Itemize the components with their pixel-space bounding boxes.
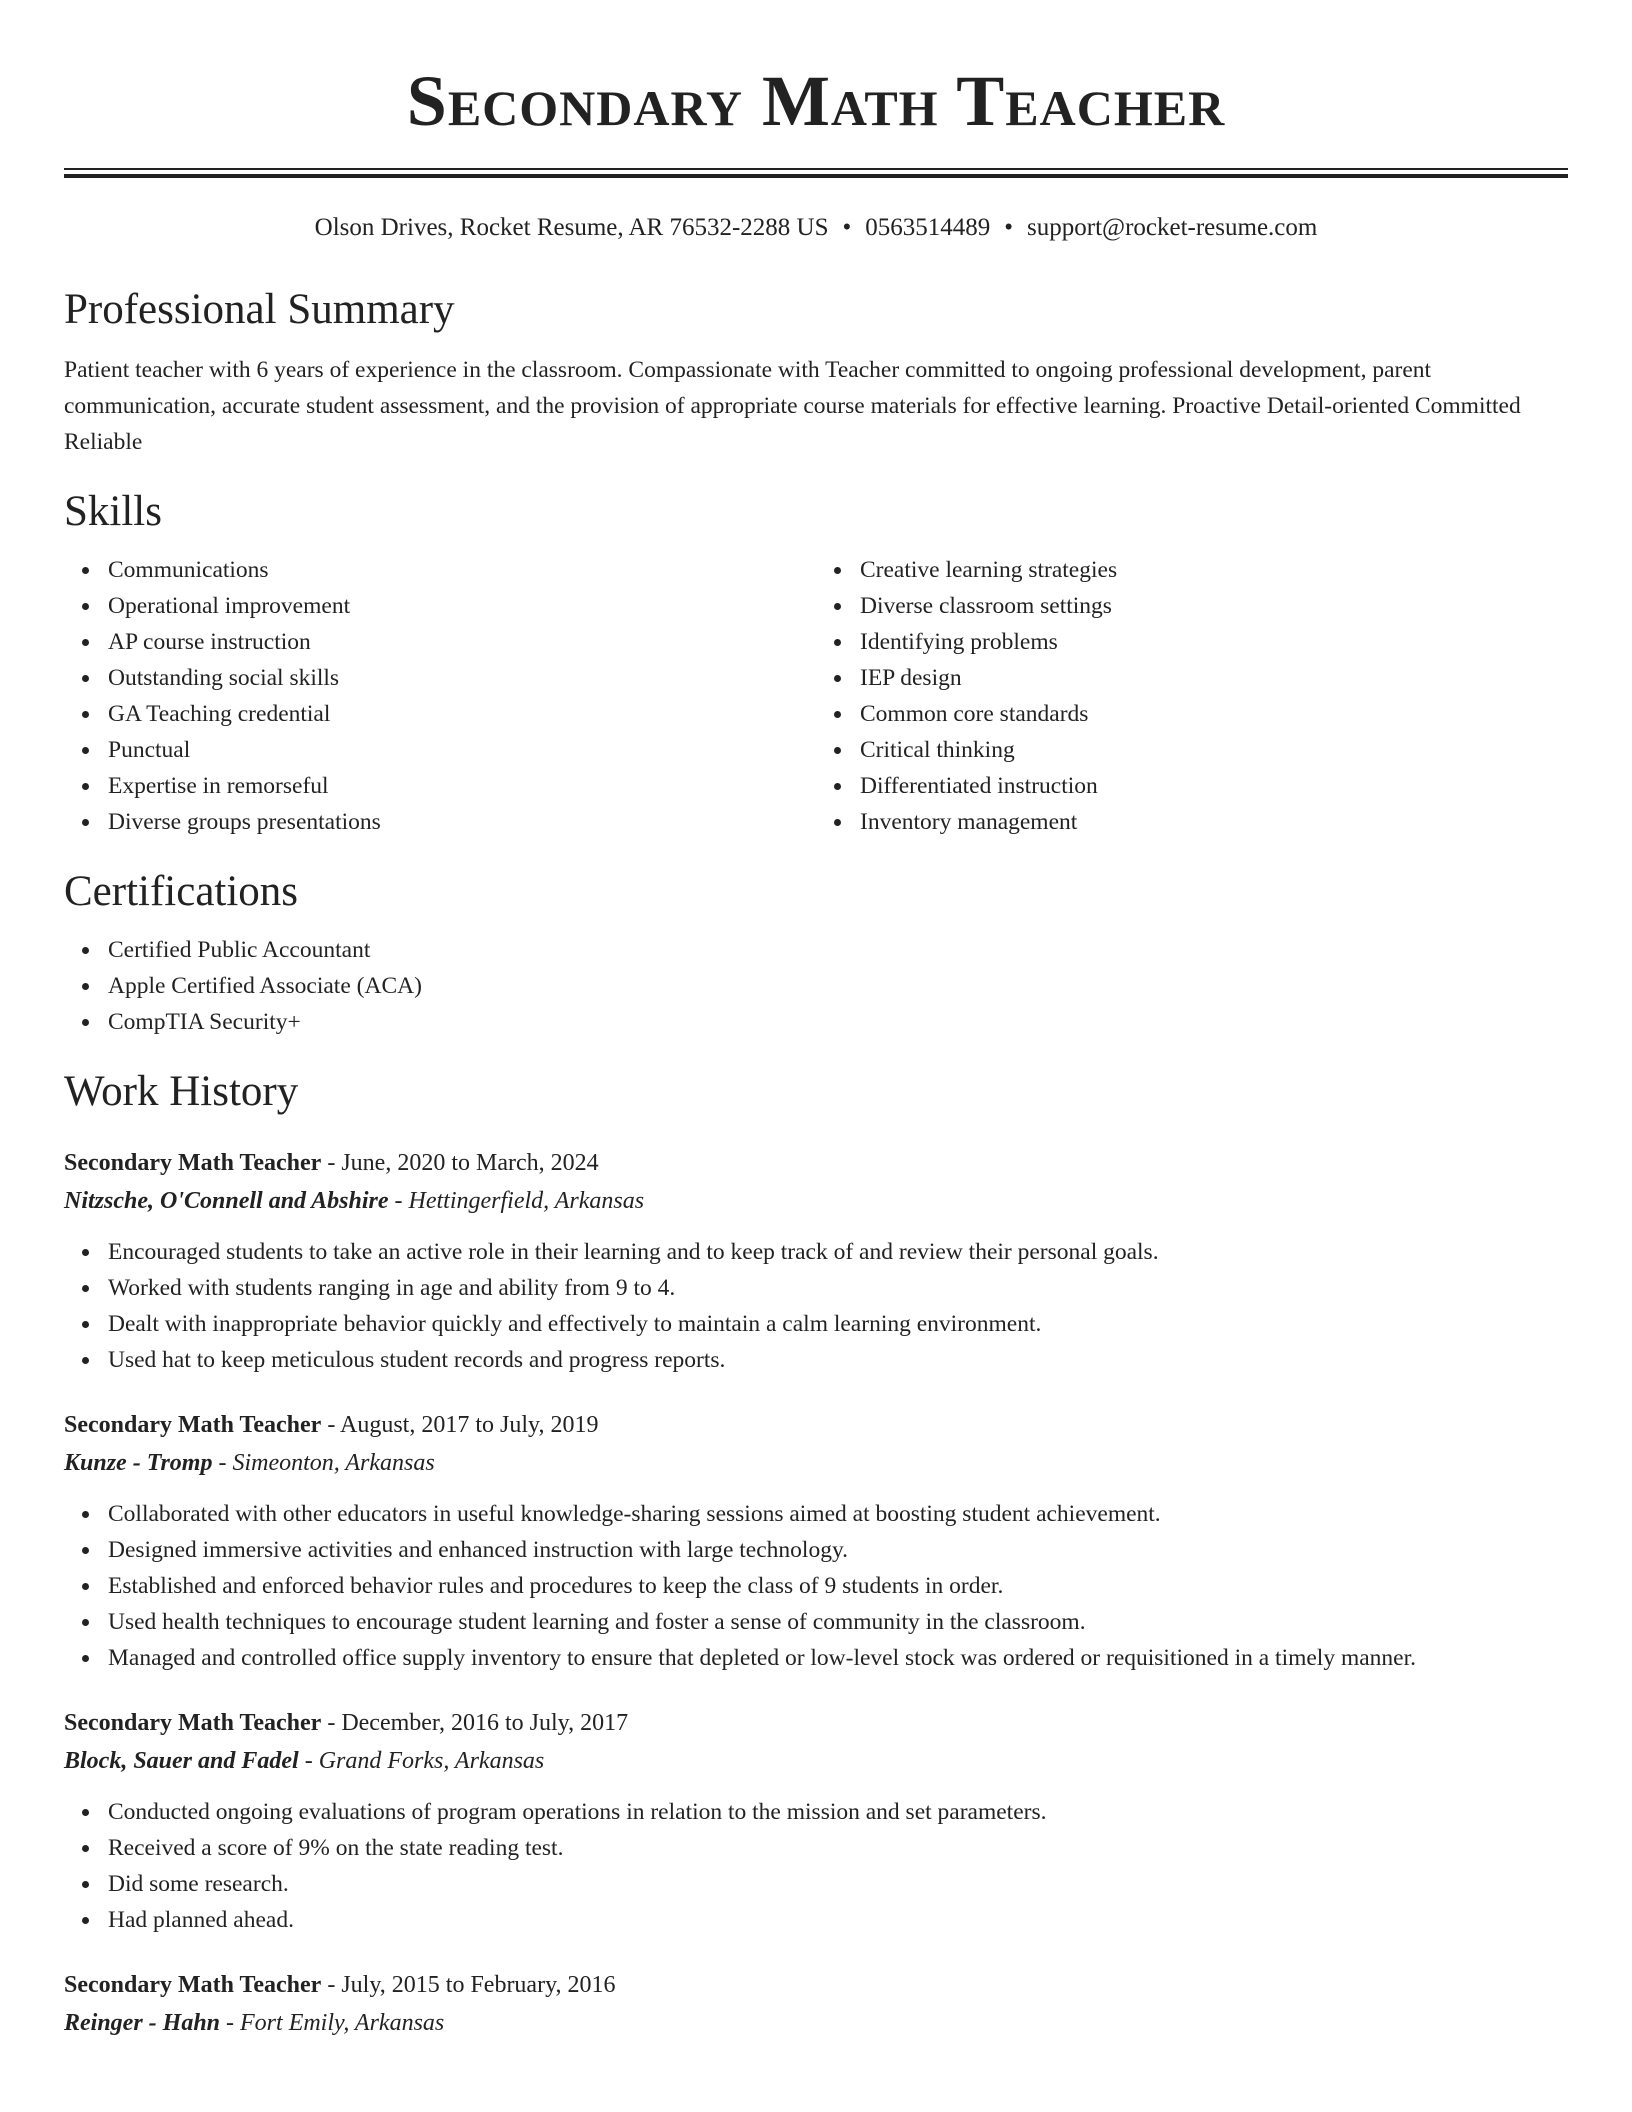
skill-item: Punctual — [108, 732, 816, 768]
job-duty: Encouraged students to take an active role in their learning and to keep track of and review their personal goals. — [108, 1234, 1568, 1270]
job-duty: Conducted ongoing evaluations of program operations in relation to the mission and set parameters. — [108, 1794, 1568, 1830]
job-duty: Collaborated with other educators in useful knowledge-sharing sessions aimed at boosting student achievement. — [108, 1496, 1568, 1532]
skill-item: Differentiated instruction — [860, 768, 1568, 804]
certification-item: Certified Public Accountant — [108, 932, 1568, 968]
job-duty: Used health techniques to encourage student learning and foster a sense of community in the classroom. — [108, 1604, 1568, 1640]
job-company: Reinger - Hahn — [64, 2010, 221, 2036]
contact-email: support@rocket-resume.com — [1027, 214, 1318, 241]
job-employer-line — [64, 2004, 1568, 2042]
job-duties-list — [64, 1234, 1568, 1378]
title-divider — [64, 168, 1568, 178]
job-dates: - August, 2017 to July, 2019 — [321, 1412, 599, 1438]
contact-separator: • — [1004, 214, 1014, 241]
skill-item: Critical thinking — [860, 732, 1568, 768]
job-location: - Hettingerfield, Arkansas — [388, 1188, 645, 1214]
summary-heading: Professional Summary — [64, 286, 455, 333]
skill-item: IEP design — [860, 660, 1568, 696]
job-entry — [64, 1144, 1568, 1378]
job-company: Kunze - Tromp — [64, 1450, 213, 1476]
job-duty: Worked with students ranging in age and ability from 9 to 4. — [108, 1270, 1568, 1306]
contact-line — [64, 212, 1568, 244]
skill-item: GA Teaching credential — [108, 696, 816, 732]
resume-title: Secondary Math Teacher — [406, 61, 1226, 141]
job-company: Nitzsche, O'Connell and Abshire — [64, 1188, 389, 1214]
skill-item: AP course instruction — [108, 624, 816, 660]
skill-item: Communications — [108, 552, 816, 588]
summary-text: Patient teacher with 6 years of experience in the classroom. Compassionate with Teacher committed to ongoing professional development, parent communication, accurate student assessment, and the provision of appropriate course materials for effective learning. Proactive Detail-oriented Committed Reliable — [64, 357, 1521, 455]
job-role: Secondary Math Teacher — [64, 1412, 322, 1438]
certifications-list — [64, 932, 1568, 1040]
job-company: Block, Sauer and Fadel — [64, 1748, 299, 1774]
job-employer-line — [64, 1182, 1568, 1220]
job-dates: - June, 2020 to March, 2024 — [321, 1150, 599, 1176]
skill-item: Common core standards — [860, 696, 1568, 732]
skill-item: Inventory management — [860, 804, 1568, 840]
job-location: - Grand Forks, Arkansas — [298, 1748, 545, 1774]
contact-separator: • — [842, 214, 852, 241]
job-duty: Used hat to keep meticulous student records and progress reports. — [108, 1342, 1568, 1378]
job-duty: Had planned ahead. — [108, 1902, 1568, 1938]
certifications-heading: Certifications — [64, 868, 299, 915]
skill-item: Diverse groups presentations — [108, 804, 816, 840]
skill-item: Identifying problems — [860, 624, 1568, 660]
contact-phone: 0563514489 — [865, 214, 991, 241]
job-duty: Managed and controlled office supply inventory to ensure that depleted or low-level stock was ordered or requisitioned in a timely manner. — [108, 1640, 1568, 1676]
job-duties-list — [64, 1496, 1568, 1676]
job-duty: Established and enforced behavior rules and procedures to keep the class of 9 students in order. — [108, 1568, 1568, 1604]
job-employer-line — [64, 1444, 1568, 1482]
skills-columns — [64, 552, 1568, 840]
job-role: Secondary Math Teacher — [64, 1972, 322, 1998]
job-duty: Designed immersive activities and enhanced instruction with large technology. — [108, 1532, 1568, 1568]
certifications-section — [64, 866, 1568, 1040]
job-employer-line — [64, 1742, 1568, 1780]
skill-item: Outstanding social skills — [108, 660, 816, 696]
job-location: - Fort Emily, Arkansas — [220, 2010, 445, 2036]
job-duty: Did some research. — [108, 1866, 1568, 1902]
work-history-heading: Work History — [64, 1068, 299, 1115]
job-duty: Received a score of 9% on the state reading test. — [108, 1830, 1568, 1866]
skills-list-left — [64, 552, 816, 840]
skills-heading: Skills — [64, 488, 162, 535]
job-role: Secondary Math Teacher — [64, 1150, 322, 1176]
skills-section — [64, 486, 1568, 840]
job-title-line — [64, 1406, 1568, 1444]
contact-address: Olson Drives, Rocket Resume, AR 76532-2288 US — [314, 214, 829, 241]
job-duties-list — [64, 1794, 1568, 1938]
skills-list-right — [816, 552, 1568, 840]
job-location: - Simeonton, Arkansas — [212, 1450, 435, 1476]
job-entry — [64, 1406, 1568, 1676]
job-title-line — [64, 1144, 1568, 1182]
skill-item: Operational improvement — [108, 588, 816, 624]
summary-section — [64, 284, 1568, 460]
job-entry — [64, 1966, 1568, 2042]
job-title-line — [64, 1966, 1568, 2004]
skill-item: Diverse classroom settings — [860, 588, 1568, 624]
job-dates: - December, 2016 to July, 2017 — [321, 1710, 629, 1736]
job-dates: - July, 2015 to February, 2016 — [321, 1972, 616, 1998]
skill-item: Expertise in remorseful — [108, 768, 816, 804]
job-title-line — [64, 1704, 1568, 1742]
certification-item: CompTIA Security+ — [108, 1004, 1568, 1040]
certification-item: Apple Certified Associate (ACA) — [108, 968, 1568, 1004]
skill-item: Creative learning strategies — [860, 552, 1568, 588]
job-duty: Dealt with inappropriate behavior quickly and effectively to maintain a calm learning environment. — [108, 1306, 1568, 1342]
job-role: Secondary Math Teacher — [64, 1710, 322, 1736]
work-history-section — [64, 1066, 1568, 2042]
job-entry — [64, 1704, 1568, 1938]
